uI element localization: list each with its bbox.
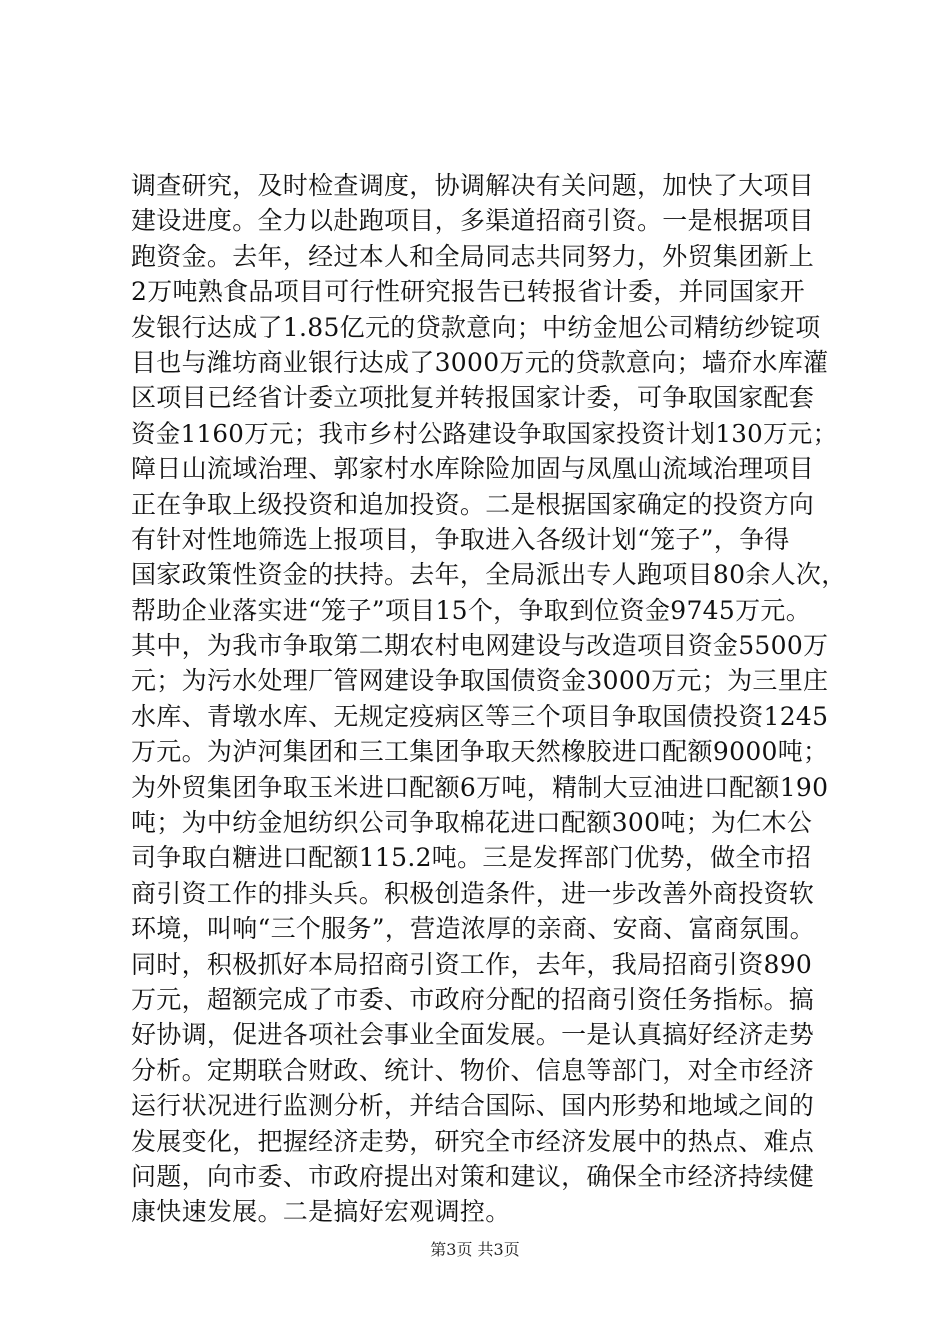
- text-line: 有针对性地筛选上报项目，争取进入各级计划“笼子”，争得: [131, 524, 790, 554]
- text-line: 万元，超额完成了市委、市政府分配的招商引资任务指标。搞: [131, 984, 815, 1014]
- text-line: 国家政策性资金的扶持。去年，全局派出专人跑项目80余人次，: [131, 560, 847, 590]
- text-line: 商引资工作的排头兵。积极创造条件，进一步改善外商投资软: [131, 878, 815, 908]
- body-paragraph: [131, 168, 851, 1230]
- text-line: 为外贸集团争取玉米进口配额6万吨，精制大豆油进口配额190: [131, 772, 829, 802]
- text-line: 目也与潍坊商业银行达成了3000万元的贷款意向；墙夼水库灌: [131, 347, 829, 377]
- text-line: 司争取白糖进口配额115.2吨。三是发挥部门优势，做全市招: [131, 843, 812, 873]
- text-line: 万元。为泸河集团和三工集团争取天然橡胶进口配额9000吨；: [131, 737, 829, 767]
- text-line: 正在争取上级投资和追加投资。二是根据国家确定的投资方向: [131, 489, 815, 519]
- text-line: 区项目已经省计委立项批复并转报国家计委，可争取国家配套: [131, 383, 815, 413]
- text-line: 调查研究，及时检查调度，协调解决有关问题，加快了大项目: [131, 171, 815, 200]
- text-line: 发展变化，把握经济走势，研究全市经济发展中的热点、难点: [131, 1126, 815, 1156]
- text-line: 发银行达成了1.85亿元的贷款意向；中纺金旭公司精纺纱锭项: [131, 312, 821, 342]
- text-line: 元；为污水处理厂管网建设争取国债资金3000万元；为三里庄: [131, 666, 829, 696]
- text-line: 帮助企业落实进“笼子”项目15个，争取到位资金9745万元。: [131, 595, 811, 625]
- page-footer: 第3页 共3页: [430, 1240, 520, 1259]
- text-line: 其中，为我市争取第二期农村电网建设与改造项目资金5500万: [131, 631, 829, 661]
- text-line: 2万吨熟食品项目可行性研究报告已转报省计委，并同国家开: [131, 277, 806, 307]
- text-line: 问题，向市委、市政府提出对策和建议，确保全市经济持续健: [131, 1161, 815, 1191]
- text-line: 跑资金。去年，经过本人和全局同志共同努力，外贸集团新上: [131, 241, 815, 271]
- text-line: 水库、青墩水库、无规定疫病区等三个项目争取国债投资1245: [131, 701, 829, 731]
- text-line: 障日山流域治理、郭家村水库除险加固与凤凰山流域治理项目: [131, 454, 815, 484]
- text-line: 康快速发展。二是搞好宏观调控。: [131, 1197, 511, 1227]
- text-line: 建设进度。全力以赴跑项目，多渠道招商引资。一是根据项目: [131, 206, 815, 236]
- text-line: 分析。定期联合财政、统计、物价、信息等部门，对全市经济: [131, 1055, 815, 1085]
- text-line: 运行状况进行监测分析，并结合国际、国内形势和地域之间的: [131, 1091, 815, 1121]
- text-line: 吨；为中纺金旭纺织公司争取棉花进口配额300吨；为仁木公: [131, 808, 813, 838]
- text-line: 环境，叫响“三个服务”，营造浓厚的亲商、安商、富商氛围。: [131, 914, 815, 944]
- text-line: 同时，积极抓好本局招商引资工作，去年，我局招商引资890: [131, 949, 813, 979]
- text-line: 资金1160万元；我市乡村公路建设争取国家投资计划130万元；: [131, 418, 838, 448]
- text-line: 好协调，促进各项社会事业全面发展。一是认真搞好经济走势: [131, 1020, 815, 1050]
